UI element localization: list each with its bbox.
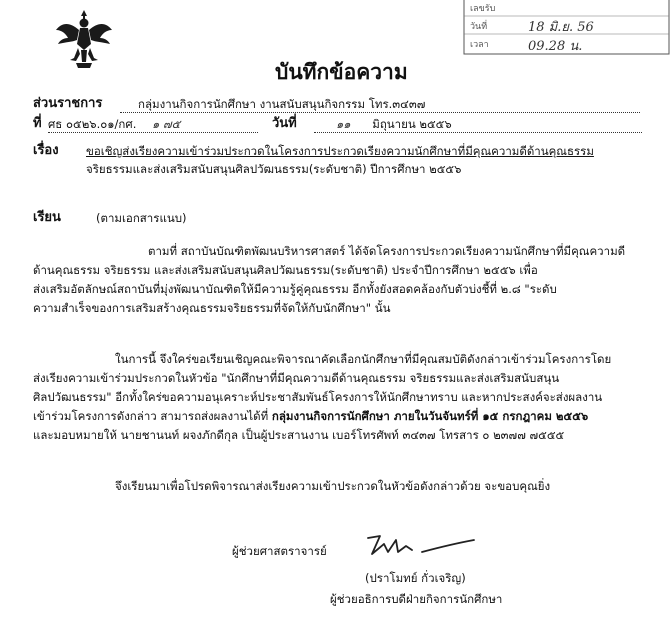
para1-line-4: ความสำเร็จของการเสริมสร้างคุณธรรมจริยธรรมที่จัดให้กับนักศึกษา" นั้น [33,301,391,315]
subject-line-1: ขอเชิญส่งเรียงความเข้าร่วมประกวดในโครงการประกวดเรียงความนักศึกษาที่มีคุณความดีด้านคุณธรรม [86,144,594,158]
ref-label: ที่ [33,116,42,131]
date-value: มิถุนายน ๒๕๕๖ [372,117,452,131]
ref-line [48,116,258,133]
stamp-label-3: เวลา [470,40,489,50]
subject-label: เรื่อง [33,143,59,158]
memo-title: บันทึกข้อความ [275,60,408,84]
para2-line-3: ศิลปวัฒนธรรม" อีกทั้งใคร่ขอความอนุเคราะห์ประชาสัมพันธ์โครงการให้นักศึกษาทราบ และหากประสงค์จะส่งผลงาน [33,390,603,404]
signer-position-1: ผู้ช่วยศาสตราจารย์ [232,544,327,558]
stamp-label-1: เลขรับ [470,4,496,14]
to-label: เรียน [33,210,61,225]
dept-value: กลุ่มงานกิจการนักศึกษา งานสนับสนุนกิจกรรม โทร.๓๔๓๗ [138,97,426,111]
para2-line-5: และมอบหมายให้ นายชานนท์ ผจงภักดีกุล เป็นผู้ประสานงาน เบอร์โทรศัพท์ ๓๔๓๗ โทรสาร ๐ ๒๓๗๗ ๗๕๕๕ [33,428,565,442]
para1-line-2: ด้านคุณธรรม จริยธรรม และส่งเสริมสนับสนุนศิลปวัฒนธรรม(ระดับชาติ) ประจำปีการศึกษา ๒๕๕๖ เพื่อ [33,263,538,277]
stamp-label-2: วันที่ [470,22,488,32]
para1-line-1: ตามที่ สถาบันบัณฑิตพัฒนบริหารศาสตร์ ได้จัดโครงการประกวดเรียงความนักศึกษาที่มีคุณความดี [148,244,626,258]
date-label: วันที่ [272,116,297,131]
para1-line-3: ส่งเสริมอัตลักษณ์สถาบันที่มุ่งพัฒนาบัณฑิตให้มีความรู้คู่คุณธรรม อีกทั้งยังสอดคล้องกับตัวบ่งชี้ที่ ๒.๘ "ระดับ [33,282,557,296]
para2-line-4-text: เข้าร่วมโครงการดังกล่าว สามารถส่งผลงานได้ที่ [33,409,272,423]
to-value: (ตามเอกสารแนบ) [96,211,187,225]
signer-name: (ปราโมทย์ กั่วเจริญ) [365,571,466,585]
handwritten-signature [362,530,482,560]
ref-value: ศธ ๐๕๒๖.๐๑/กศ. [48,117,137,131]
ref-number: ๑ ๗๕ [152,117,181,131]
para2-line-1: ในการนี้ จึงใคร่ขอเรียนเชิญคณะพิจารณาคัดเลือกนักศึกษาที่มีคุณสมบัติดังกล่าวเข้าร่วมโครงการโดย [115,352,612,366]
dept-label: ส่วนราชการ [33,96,103,111]
stamp-time: 09.28 น. [528,39,583,54]
stamp-date: 18 มิ.ย. 56 [528,20,594,35]
dept-value-line [120,96,640,113]
signer-position-2: ผู้ช่วยอธิการบดีฝ่ายกิจการนักศึกษา [330,592,503,606]
para2-line-2: ส่งเรียงความเข้าร่วมประกวดในหัวข้อ "นักศึกษาที่มีคุณความดีด้านคุณธรรม จริยธรรมและส่งเสริมสนับสนุน [33,371,560,385]
deadline-highlight: กลุ่มงานกิจการนักศึกษา ภายในวันจันทร์ที่ ๑๕ กรกฎาคม ๒๕๕๖ [271,409,589,423]
para2-line-4 [33,408,588,424]
subject-line-2: จริยธรรมและส่งเสริมสนับสนุนศิลปวัฒนธรรม(ระดับชาติ) ปีการศึกษา ๒๕๕๖ [86,162,462,176]
date-day: ๑๑ [336,117,351,131]
closing-line: จึงเรียนมาเพื่อโปรดพิจารณาส่งเรียงความเข้าประกวดในหัวข้อดังกล่าวด้วย จะขอบคุณยิ่ง [115,479,551,493]
date-line [314,116,642,133]
garuda-emblem [54,8,114,70]
